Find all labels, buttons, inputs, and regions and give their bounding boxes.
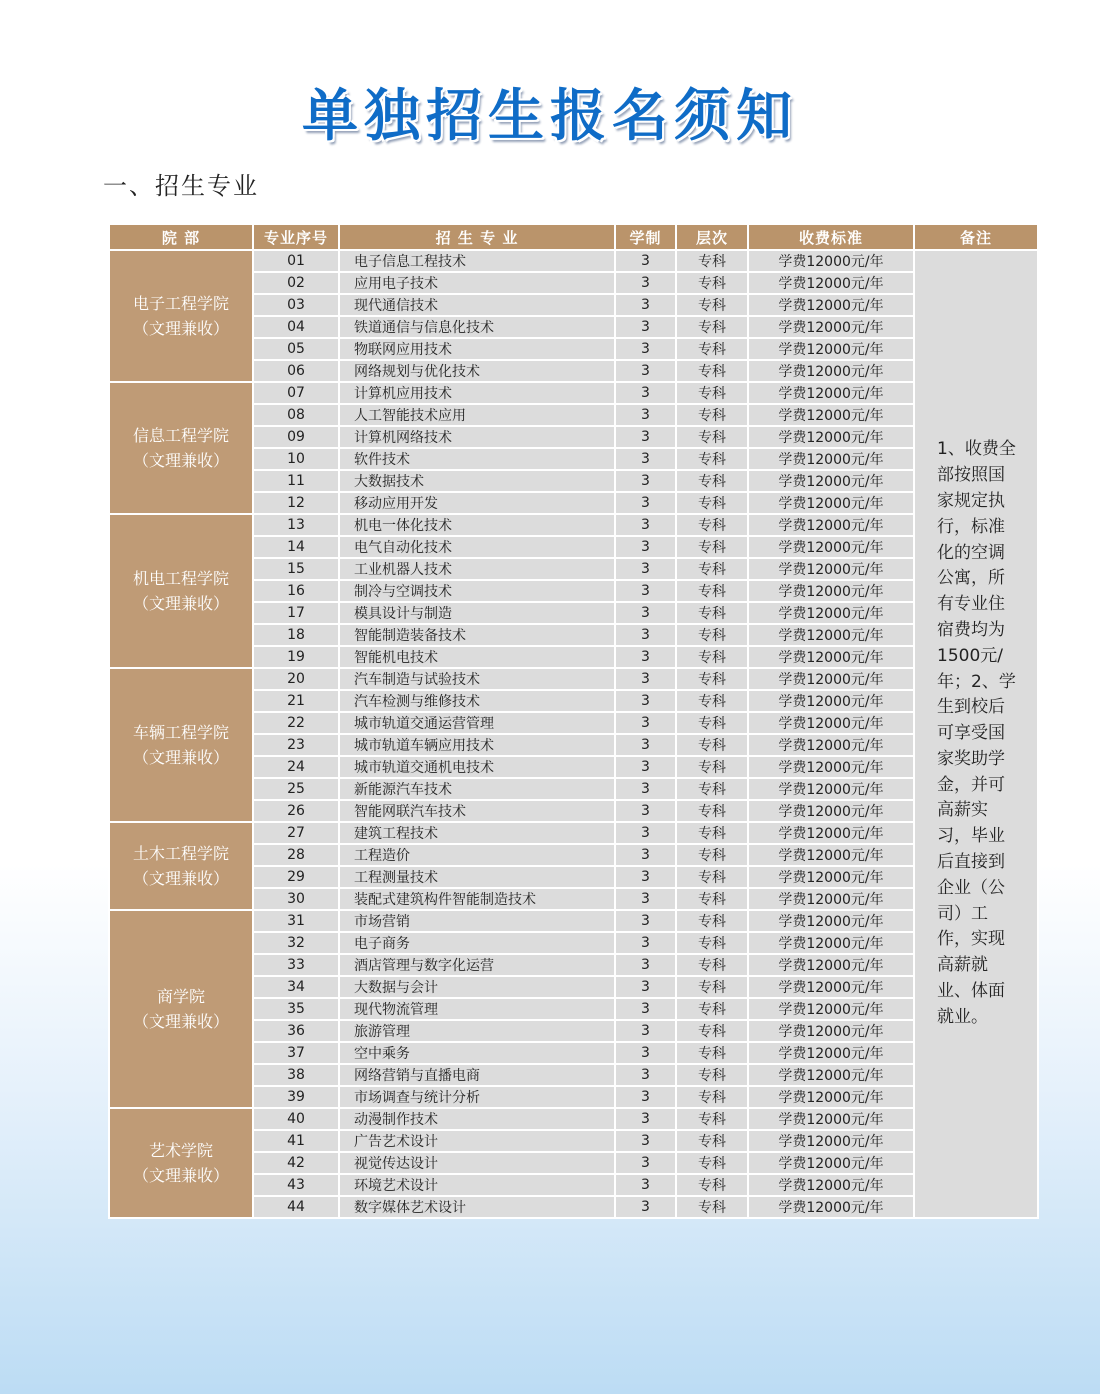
major-fee: 学费12000元/年	[748, 1042, 914, 1064]
major-level: 专科	[676, 800, 748, 822]
major-seq: 02	[253, 272, 339, 294]
major-level: 专科	[676, 844, 748, 866]
major-seq: 01	[253, 250, 339, 272]
major-years: 3	[615, 316, 676, 338]
major-years: 3	[615, 360, 676, 382]
major-seq: 04	[253, 316, 339, 338]
major-name: 物联网应用技术	[339, 338, 615, 360]
major-fee: 学费12000元/年	[748, 888, 914, 910]
major-name: 电子商务	[339, 932, 615, 954]
major-name: 工程测量技术	[339, 866, 615, 888]
table-row	[109, 822, 1038, 844]
major-fee: 学费12000元/年	[748, 1108, 914, 1130]
major-fee: 学费12000元/年	[748, 470, 914, 492]
department-note: （文理兼收）	[132, 1166, 229, 1185]
major-seq: 36	[253, 1020, 339, 1042]
major-level: 专科	[676, 360, 748, 382]
section-heading: 一、招生专业	[103, 172, 259, 200]
major-seq: 10	[253, 448, 339, 470]
major-level: 专科	[676, 690, 748, 712]
major-name: 电气自动化技术	[339, 536, 615, 558]
major-name: 应用电子技术	[339, 272, 615, 294]
major-seq: 26	[253, 800, 339, 822]
major-name: 装配式建筑构件智能制造技术	[339, 888, 615, 910]
major-years: 3	[615, 338, 676, 360]
major-fee: 学费12000元/年	[748, 668, 914, 690]
major-seq: 40	[253, 1108, 339, 1130]
major-name: 移动应用开发	[339, 492, 615, 514]
major-level: 专科	[676, 404, 748, 426]
major-seq: 13	[253, 514, 339, 536]
major-fee: 学费12000元/年	[748, 426, 914, 448]
major-seq: 08	[253, 404, 339, 426]
major-years: 3	[615, 712, 676, 734]
major-fee: 学费12000元/年	[748, 580, 914, 602]
major-seq: 43	[253, 1174, 339, 1196]
major-name: 电子信息工程技术	[339, 250, 615, 272]
major-seq: 28	[253, 844, 339, 866]
major-seq: 33	[253, 954, 339, 976]
major-years: 3	[615, 1130, 676, 1152]
table-row	[109, 1108, 1038, 1130]
major-seq: 24	[253, 756, 339, 778]
major-seq: 31	[253, 910, 339, 932]
major-level: 专科	[676, 470, 748, 492]
major-seq: 03	[253, 294, 339, 316]
major-years: 3	[615, 382, 676, 404]
major-level: 专科	[676, 888, 748, 910]
major-fee: 学费12000元/年	[748, 734, 914, 756]
major-name: 铁道通信与信息化技术	[339, 316, 615, 338]
major-level: 专科	[676, 1042, 748, 1064]
department-name: 机电工程学院	[132, 569, 229, 588]
department-cell	[109, 822, 253, 910]
table-row	[109, 668, 1038, 690]
major-fee: 学费12000元/年	[748, 646, 914, 668]
major-years: 3	[615, 1042, 676, 1064]
major-seq: 05	[253, 338, 339, 360]
major-name: 制冷与空调技术	[339, 580, 615, 602]
major-name: 现代通信技术	[339, 294, 615, 316]
remark-text: 1、收费全部按照国家规定执行，标准化的空调公寓，所有专业住宿费均为1500元/年；2、学生到校后可享受国家奖助学金，并可高薪实习，毕业后直接到企业（公司）工作，实现高薪就业、体面就业。	[937, 439, 1016, 1027]
major-fee: 学费12000元/年	[748, 910, 914, 932]
major-seq: 22	[253, 712, 339, 734]
page-title: 单独招生报名须知	[302, 83, 798, 149]
major-fee: 学费12000元/年	[748, 316, 914, 338]
major-name: 空中乘务	[339, 1042, 615, 1064]
major-years: 3	[615, 624, 676, 646]
major-level: 专科	[676, 580, 748, 602]
major-name: 动漫制作技术	[339, 1108, 615, 1130]
major-level: 专科	[676, 756, 748, 778]
major-name: 城市轨道交通运营管理	[339, 712, 615, 734]
department-note: （文理兼收）	[132, 319, 229, 338]
header-level: 层次	[676, 224, 748, 250]
major-years: 3	[615, 1174, 676, 1196]
major-name: 工程造价	[339, 844, 615, 866]
major-level: 专科	[676, 1086, 748, 1108]
header-major: 招 生 专 业	[339, 224, 615, 250]
department-cell	[109, 910, 253, 1108]
major-name: 建筑工程技术	[339, 822, 615, 844]
major-seq: 16	[253, 580, 339, 602]
major-level: 专科	[676, 294, 748, 316]
table-body	[109, 250, 1038, 1218]
major-seq: 34	[253, 976, 339, 998]
major-name: 环境艺术设计	[339, 1174, 615, 1196]
major-years: 3	[615, 1108, 676, 1130]
major-level: 专科	[676, 646, 748, 668]
major-name: 市场调查与统计分析	[339, 1086, 615, 1108]
major-level: 专科	[676, 954, 748, 976]
major-fee: 学费12000元/年	[748, 558, 914, 580]
major-fee: 学费12000元/年	[748, 382, 914, 404]
major-level: 专科	[676, 382, 748, 404]
major-years: 3	[615, 866, 676, 888]
major-seq: 29	[253, 866, 339, 888]
major-name: 酒店管理与数字化运营	[339, 954, 615, 976]
table-row	[109, 910, 1038, 932]
major-fee: 学费12000元/年	[748, 1020, 914, 1042]
major-years: 3	[615, 1152, 676, 1174]
major-fee: 学费12000元/年	[748, 360, 914, 382]
major-level: 专科	[676, 338, 748, 360]
major-level: 专科	[676, 1020, 748, 1042]
department-cell	[109, 250, 253, 382]
department-name: 信息工程学院	[132, 426, 229, 445]
major-name: 市场营销	[339, 910, 615, 932]
department-name: 商学院	[156, 987, 205, 1006]
major-years: 3	[615, 954, 676, 976]
major-name: 计算机网络技术	[339, 426, 615, 448]
major-seq: 18	[253, 624, 339, 646]
major-years: 3	[615, 1196, 676, 1218]
major-fee: 学费12000元/年	[748, 756, 914, 778]
major-seq: 42	[253, 1152, 339, 1174]
header-seq: 专业序号	[253, 224, 339, 250]
major-level: 专科	[676, 822, 748, 844]
table-header-row	[109, 224, 1038, 250]
department-name: 电子工程学院	[132, 294, 229, 313]
major-fee: 学费12000元/年	[748, 514, 914, 536]
major-seq: 11	[253, 470, 339, 492]
major-name: 大数据技术	[339, 470, 615, 492]
major-name: 智能网联汽车技术	[339, 800, 615, 822]
major-level: 专科	[676, 272, 748, 294]
major-seq: 06	[253, 360, 339, 382]
major-seq: 12	[253, 492, 339, 514]
department-cell	[109, 1108, 253, 1218]
major-name: 新能源汽车技术	[339, 778, 615, 800]
major-name: 智能制造装备技术	[339, 624, 615, 646]
major-fee: 学费12000元/年	[748, 712, 914, 734]
header-remark: 备注	[914, 224, 1038, 250]
major-seq: 32	[253, 932, 339, 954]
major-level: 专科	[676, 316, 748, 338]
major-seq: 39	[253, 1086, 339, 1108]
major-level: 专科	[676, 492, 748, 514]
major-level: 专科	[676, 1064, 748, 1086]
major-level: 专科	[676, 1174, 748, 1196]
major-name: 网络营销与直播电商	[339, 1064, 615, 1086]
major-seq: 44	[253, 1196, 339, 1218]
major-fee: 学费12000元/年	[748, 800, 914, 822]
major-years: 3	[615, 1020, 676, 1042]
major-name: 旅游管理	[339, 1020, 615, 1042]
major-fee: 学费12000元/年	[748, 690, 914, 712]
major-years: 3	[615, 668, 676, 690]
header-fee: 收费标准	[748, 224, 914, 250]
major-fee: 学费12000元/年	[748, 404, 914, 426]
major-level: 专科	[676, 866, 748, 888]
major-level: 专科	[676, 734, 748, 756]
major-years: 3	[615, 734, 676, 756]
major-level: 专科	[676, 932, 748, 954]
major-seq: 37	[253, 1042, 339, 1064]
major-name: 网络规划与优化技术	[339, 360, 615, 382]
major-years: 3	[615, 756, 676, 778]
major-fee: 学费12000元/年	[748, 954, 914, 976]
major-name: 人工智能技术应用	[339, 404, 615, 426]
major-name: 软件技术	[339, 448, 615, 470]
major-name: 视觉传达设计	[339, 1152, 615, 1174]
major-fee: 学费12000元/年	[748, 624, 914, 646]
major-level: 专科	[676, 536, 748, 558]
major-fee: 学费12000元/年	[748, 294, 914, 316]
table-row	[109, 382, 1038, 404]
major-seq: 19	[253, 646, 339, 668]
major-years: 3	[615, 404, 676, 426]
major-years: 3	[615, 426, 676, 448]
department-name: 艺术学院	[148, 1141, 213, 1160]
major-fee: 学费12000元/年	[748, 976, 914, 998]
department-name: 土木工程学院	[132, 844, 229, 863]
major-name: 计算机应用技术	[339, 382, 615, 404]
major-fee: 学费12000元/年	[748, 998, 914, 1020]
major-fee: 学费12000元/年	[748, 272, 914, 294]
major-level: 专科	[676, 1196, 748, 1218]
major-seq: 09	[253, 426, 339, 448]
major-level: 专科	[676, 712, 748, 734]
major-level: 专科	[676, 668, 748, 690]
major-years: 3	[615, 558, 676, 580]
major-years: 3	[615, 800, 676, 822]
major-name: 工业机器人技术	[339, 558, 615, 580]
major-seq: 30	[253, 888, 339, 910]
major-years: 3	[615, 448, 676, 470]
major-level: 专科	[676, 910, 748, 932]
major-level: 专科	[676, 1152, 748, 1174]
major-years: 3	[615, 1086, 676, 1108]
major-years: 3	[615, 514, 676, 536]
major-fee: 学费12000元/年	[748, 338, 914, 360]
major-name: 现代物流管理	[339, 998, 615, 1020]
major-years: 3	[615, 910, 676, 932]
major-fee: 学费12000元/年	[748, 844, 914, 866]
major-level: 专科	[676, 250, 748, 272]
major-level: 专科	[676, 998, 748, 1020]
major-years: 3	[615, 492, 676, 514]
major-seq: 21	[253, 690, 339, 712]
major-years: 3	[615, 778, 676, 800]
major-fee: 学费12000元/年	[748, 866, 914, 888]
major-name: 广告艺术设计	[339, 1130, 615, 1152]
major-years: 3	[615, 580, 676, 602]
major-level: 专科	[676, 514, 748, 536]
department-note: （文理兼收）	[132, 748, 229, 767]
major-level: 专科	[676, 602, 748, 624]
major-seq: 35	[253, 998, 339, 1020]
major-years: 3	[615, 976, 676, 998]
major-fee: 学费12000元/年	[748, 1196, 914, 1218]
major-years: 3	[615, 272, 676, 294]
major-fee: 学费12000元/年	[748, 1152, 914, 1174]
department-cell	[109, 514, 253, 668]
header-years: 学制	[615, 224, 676, 250]
major-name: 模具设计与制造	[339, 602, 615, 624]
major-name: 城市轨道交通机电技术	[339, 756, 615, 778]
major-seq: 41	[253, 1130, 339, 1152]
major-level: 专科	[676, 624, 748, 646]
major-name: 智能机电技术	[339, 646, 615, 668]
major-name: 数字媒体艺术设计	[339, 1196, 615, 1218]
majors-table	[108, 223, 1039, 1219]
major-level: 专科	[676, 426, 748, 448]
department-note: （文理兼收）	[132, 1012, 229, 1031]
major-fee: 学费12000元/年	[748, 778, 914, 800]
major-years: 3	[615, 536, 676, 558]
department-note: （文理兼收）	[132, 869, 229, 888]
major-seq: 15	[253, 558, 339, 580]
major-fee: 学费12000元/年	[748, 536, 914, 558]
department-name: 车辆工程学院	[132, 723, 229, 742]
major-name: 大数据与会计	[339, 976, 615, 998]
major-fee: 学费12000元/年	[748, 1064, 914, 1086]
major-years: 3	[615, 602, 676, 624]
major-years: 3	[615, 690, 676, 712]
major-fee: 学费12000元/年	[748, 602, 914, 624]
department-cell	[109, 668, 253, 822]
major-fee: 学费12000元/年	[748, 1174, 914, 1196]
major-seq: 14	[253, 536, 339, 558]
major-level: 专科	[676, 1130, 748, 1152]
major-seq: 27	[253, 822, 339, 844]
major-fee: 学费12000元/年	[748, 822, 914, 844]
table-row	[109, 514, 1038, 536]
header-dept: 院 部	[109, 224, 253, 250]
major-years: 3	[615, 1064, 676, 1086]
major-years: 3	[615, 932, 676, 954]
major-years: 3	[615, 844, 676, 866]
department-note: （文理兼收）	[132, 594, 229, 613]
major-years: 3	[615, 470, 676, 492]
major-seq: 23	[253, 734, 339, 756]
major-years: 3	[615, 888, 676, 910]
major-years: 3	[615, 646, 676, 668]
major-seq: 38	[253, 1064, 339, 1086]
major-fee: 学费12000元/年	[748, 1086, 914, 1108]
major-seq: 07	[253, 382, 339, 404]
department-cell	[109, 382, 253, 514]
major-level: 专科	[676, 778, 748, 800]
major-seq: 17	[253, 602, 339, 624]
major-name: 城市轨道车辆应用技术	[339, 734, 615, 756]
major-level: 专科	[676, 558, 748, 580]
major-fee: 学费12000元/年	[748, 1130, 914, 1152]
major-level: 专科	[676, 1108, 748, 1130]
major-years: 3	[615, 822, 676, 844]
major-name: 机电一体化技术	[339, 514, 615, 536]
major-name: 汽车检测与维修技术	[339, 690, 615, 712]
major-level: 专科	[676, 976, 748, 998]
major-years: 3	[615, 294, 676, 316]
major-name: 汽车制造与试验技术	[339, 668, 615, 690]
table-row	[109, 250, 1038, 272]
major-level: 专科	[676, 448, 748, 470]
major-fee: 学费12000元/年	[748, 932, 914, 954]
major-fee: 学费12000元/年	[748, 448, 914, 470]
department-note: （文理兼收）	[132, 451, 229, 470]
major-fee: 学费12000元/年	[748, 250, 914, 272]
major-seq: 20	[253, 668, 339, 690]
major-fee: 学费12000元/年	[748, 492, 914, 514]
major-years: 3	[615, 998, 676, 1020]
major-years: 3	[615, 250, 676, 272]
remark-cell	[914, 250, 1038, 1218]
major-seq: 25	[253, 778, 339, 800]
